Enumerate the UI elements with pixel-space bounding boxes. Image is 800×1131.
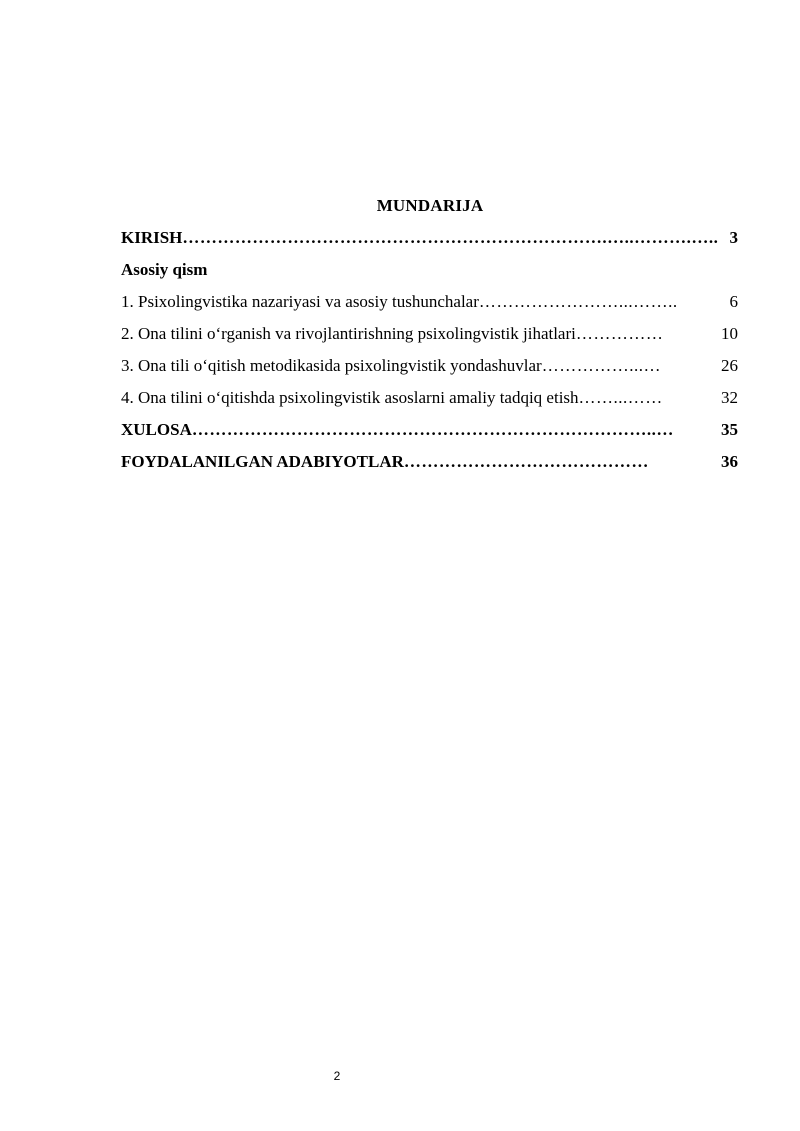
toc-page-number: 32	[721, 388, 738, 407]
toc-entry-conclusion	[121, 420, 738, 452]
toc-page-number: 6	[729, 292, 738, 311]
toc-entry-label: 1. Psixolingvistika nazariyasi va asosiy tushunchalar	[121, 292, 479, 311]
toc-entry-references	[121, 452, 738, 484]
toc-entry-label: 3. Ona tili o‘qitish metodikasida psixolingvistik yondashuvlar	[121, 356, 542, 375]
toc-entry-label: KIRISH	[121, 228, 183, 247]
toc-page-number: 26	[721, 356, 738, 375]
toc-entry-intro	[121, 228, 738, 260]
toc-entry-chapter-3	[121, 356, 738, 388]
toc-entry-label: FOYDALANILGAN ADABIYOTLAR	[121, 452, 404, 471]
toc-entry-label: 2. Ona tilini o‘rganish va rivojlantirishning psixolingvistik jihatlari	[121, 324, 576, 343]
toc-leader-dots: ……...……	[578, 388, 663, 407]
page-title: MUNDARIJA	[376, 196, 484, 215]
page-number: 2	[333, 1069, 341, 1083]
toc-leader-dots: ……………………………………………………………………..…	[191, 420, 674, 439]
toc-entry-chapter-1	[121, 292, 738, 324]
toc-page-number: 36	[721, 452, 738, 471]
toc-leader-dots: ……………………………………	[403, 452, 649, 471]
toc-leader-dots: ……………	[575, 324, 664, 343]
toc-entry-chapter-4	[121, 388, 738, 420]
toc-page-number: 10	[721, 324, 738, 343]
toc-entry-chapter-2	[121, 324, 738, 356]
toc-entry-label: XULOSA	[121, 420, 192, 439]
toc-leader-dots: ……………...…	[541, 356, 661, 375]
toc-leader-dots: ……………………………………………………………….…..……….…..	[182, 228, 719, 247]
toc-entry-label: 4. Ona tilini o‘qitishda psixolingvistik asoslarni amaliy tadqiq etish	[121, 388, 579, 407]
section-heading: Asosiy qism	[121, 260, 208, 279]
toc-page-number: 3	[729, 228, 738, 247]
toc-page-number: 35	[721, 420, 738, 439]
table-of-contents	[121, 228, 738, 484]
toc-leader-dots: ……………………...……..	[478, 292, 678, 311]
